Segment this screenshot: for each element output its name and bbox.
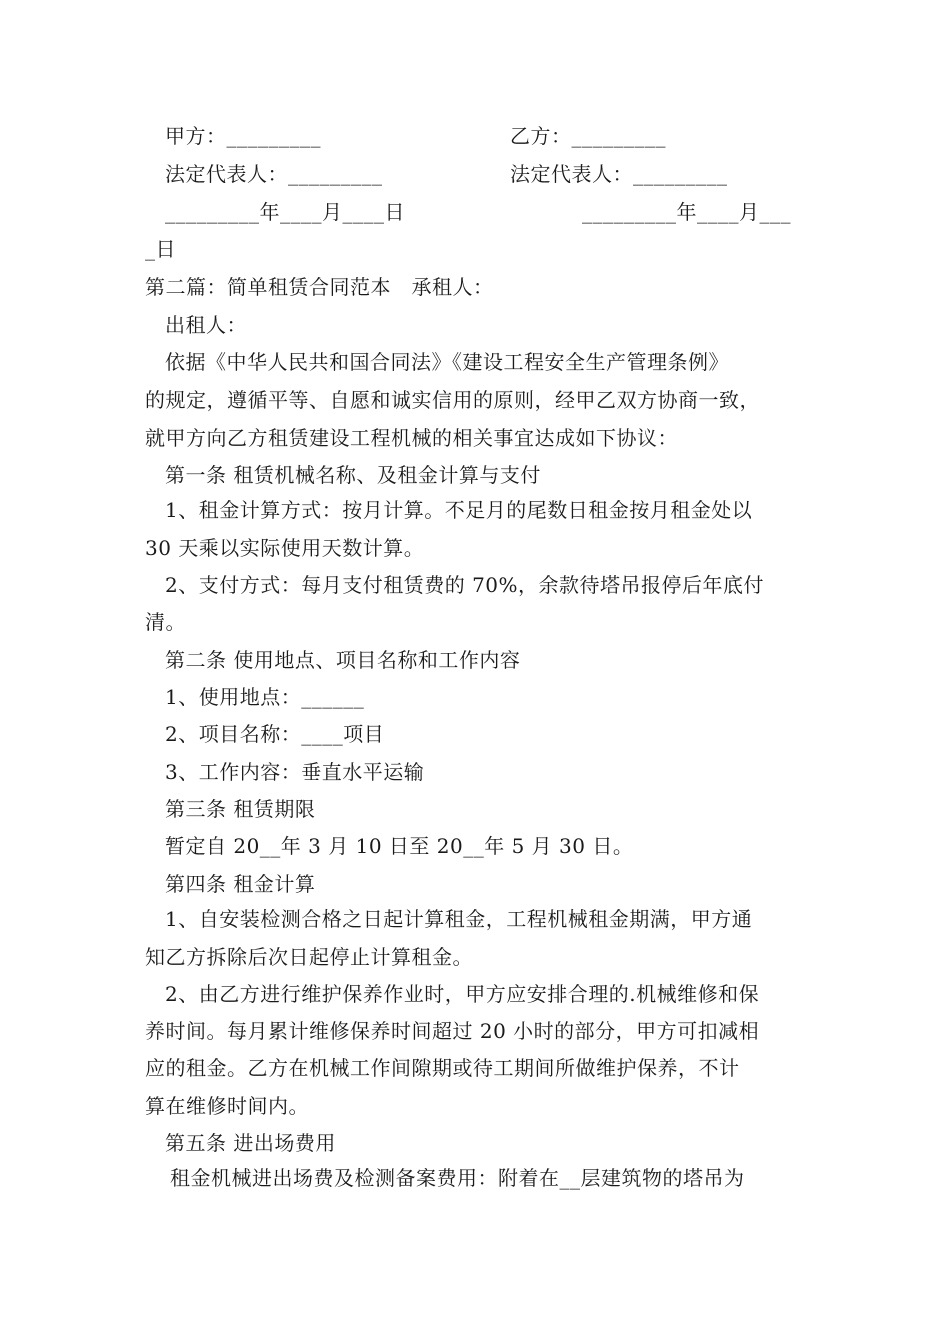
article-1-item-2-line-2: 清。 bbox=[145, 610, 186, 634]
article-2-item-3: 3、工作内容：垂直水平运输 bbox=[165, 760, 425, 784]
article-3-text: 暂定自 20__年 3 月 10 日至 20__年 5 月 30 日。 bbox=[165, 834, 634, 858]
article-1-item-2-line-1: 2、支付方式：每月支付租赁费的 70%，余款待塔吊报停后年底付 bbox=[165, 573, 765, 597]
article-2-title: 第二条 使用地点、项目名称和工作内容 bbox=[165, 648, 521, 672]
article-2-item-2: 2、项目名称：____项目 bbox=[165, 722, 385, 746]
lessor-label: 出租人： bbox=[165, 313, 247, 337]
article-4-item-1-line-2: 知乙方拆除后次日起停止计算租金。 bbox=[145, 945, 473, 969]
article-1-item-1-line-2: 30 天乘以实际使用天数计算。 bbox=[145, 536, 425, 560]
section-heading: 第二篇：简单租赁合同范本 承租人： bbox=[145, 275, 494, 299]
article-3-title: 第三条 租赁期限 bbox=[165, 797, 316, 821]
article-4-item-2-line-2: 养时间。每月累计维修保养时间超过 20 小时的部分，甲方可扣减相 bbox=[145, 1019, 760, 1043]
article-4-item-1-line-1: 1、自安装检测合格之日起计算租金，工程机械租金期满，甲方通 bbox=[165, 907, 753, 931]
article-1-title: 第一条 租赁机械名称、及租金计算与支付 bbox=[165, 463, 541, 487]
article-5-text: 租金机械进出场费及检测备案费用：附着在__层建筑物的塔吊为 bbox=[170, 1166, 745, 1190]
date-a-field: _________年____月____日 bbox=[165, 200, 405, 224]
article-4-item-2-line-4: 算在维修时间内。 bbox=[145, 1094, 309, 1118]
article-4-title: 第四条 租金计算 bbox=[165, 872, 316, 896]
article-4-item-2-line-3: 应的租金。乙方在机械工作间隙期或待工期间所做维护保养，不计 bbox=[145, 1056, 740, 1080]
intro-line-3: 就甲方向乙方租赁建设工程机械的相关事宜达成如下协议： bbox=[145, 426, 678, 450]
article-1-item-1-line-1: 1、租金计算方式：按月计算。不足月的尾数日租金按月租金处以 bbox=[165, 498, 753, 522]
article-5-title: 第五条 进出场费用 bbox=[165, 1131, 336, 1155]
article-4-item-2-line-1: 2、由乙方进行维护保养作业时，甲方应安排合理的.机械维修和保 bbox=[165, 982, 760, 1006]
party-b-field: 乙方：_________ bbox=[510, 124, 666, 148]
party-a-field: 甲方：_________ bbox=[165, 124, 321, 148]
rep-a-field: 法定代表人：_________ bbox=[165, 162, 383, 186]
date-b-field: _________年____月___ bbox=[582, 200, 791, 224]
article-2-item-1: 1、使用地点：______ bbox=[165, 685, 365, 709]
intro-line-1: 依据《中华人民共和国合同法》《建设工程安全生产管理条例》 bbox=[165, 350, 729, 374]
date-b-continuation: _日 bbox=[145, 237, 176, 261]
intro-line-2: 的规定，遵循平等、自愿和诚实信用的原则，经甲乙双方协商一致， bbox=[145, 388, 760, 412]
rep-b-field: 法定代表人：_________ bbox=[510, 162, 728, 186]
